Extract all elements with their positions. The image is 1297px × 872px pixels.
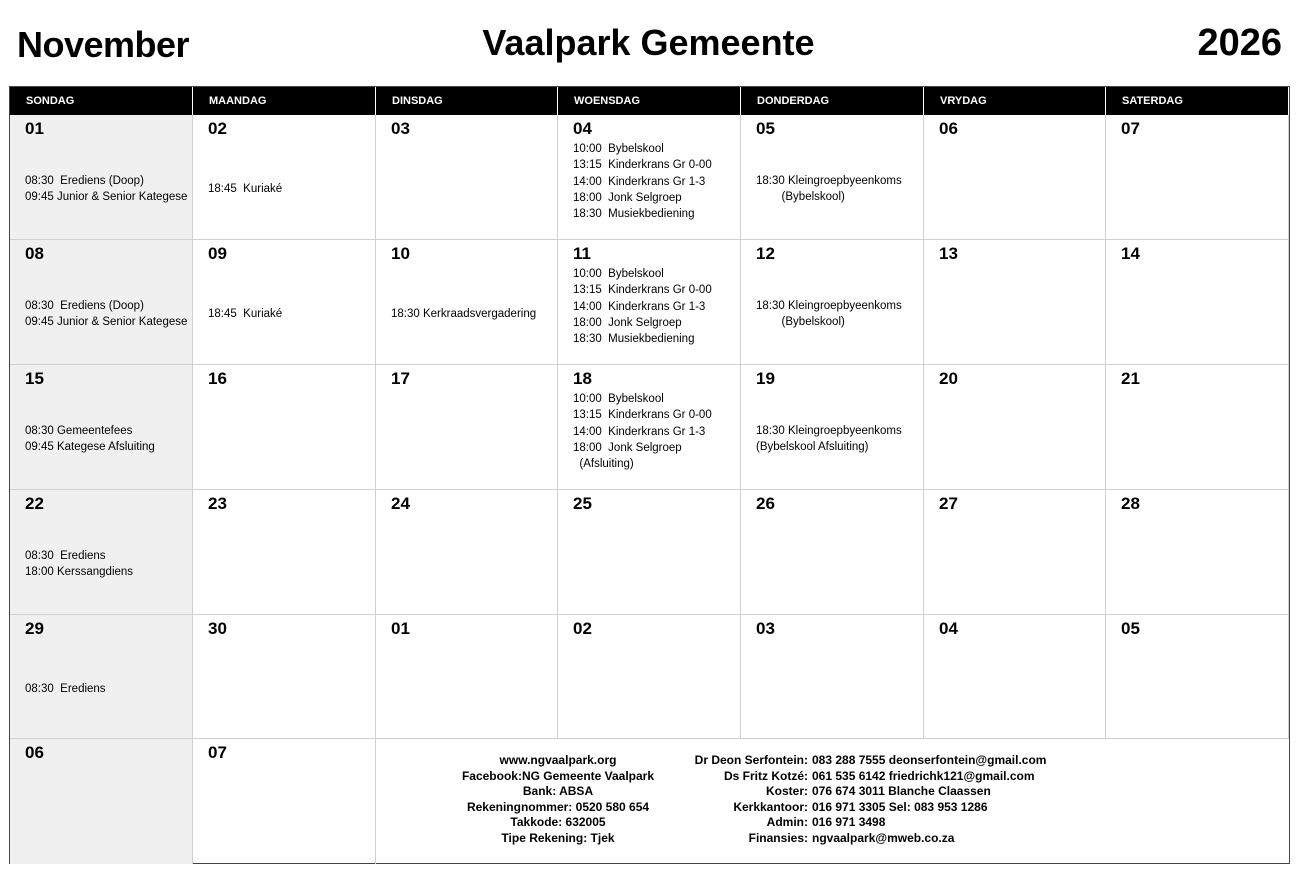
day-header-saterdag: SATERDAG: [1106, 87, 1289, 115]
day-header-sondag: SONDAG: [10, 87, 193, 115]
info-line: Tipe Rekening: Tjek: [501, 830, 615, 845]
event-item: 18:00 Kerssangdiens: [25, 566, 134, 579]
event-item: (Afsluiting): [573, 458, 634, 471]
event-item: 10:00 Bybelskool: [573, 143, 664, 155]
day-cell: [1106, 490, 1289, 615]
contact-label: Koster:: [765, 784, 808, 799]
event-item: 14:00 Kinderkrans Gr 1-3: [573, 175, 706, 188]
day-cell: [10, 739, 193, 864]
day-cell: [10, 240, 193, 365]
day-cell: [376, 615, 558, 739]
day-cell: [10, 615, 193, 739]
day-cell: [924, 365, 1106, 490]
day-cell: [193, 739, 376, 864]
event-item: 18:30 Musiekbediening: [573, 333, 695, 346]
day-number: 11: [573, 244, 591, 263]
day-cell: [558, 115, 741, 240]
contact-label: Dr Deon Serfontein:: [694, 753, 808, 767]
day-number: 05: [756, 119, 775, 138]
day-cell: [193, 115, 376, 240]
event-item: 13:15 Kinderkrans Gr 0-00: [573, 409, 712, 422]
day-number: 17: [391, 369, 410, 388]
day-number: 16: [208, 369, 227, 388]
event-item: 18:30 Kleingroepbyeenkoms: [756, 175, 902, 187]
day-number: 08: [25, 244, 44, 263]
event-item: 10:00 Bybelskool: [573, 268, 664, 280]
day-cell: [558, 490, 741, 615]
day-cell: [924, 115, 1106, 240]
info-line: Rekeningnommer: 0520 580 654: [466, 799, 650, 814]
day-cell: [558, 365, 741, 490]
day-cell: [10, 490, 193, 615]
contact-value: 016 971 3305 Sel: 083 953 1286: [812, 799, 988, 814]
day-number: 28: [1121, 494, 1140, 513]
day-cell: [193, 615, 376, 739]
day-number: 15: [25, 369, 44, 388]
day-number: 03: [391, 119, 410, 138]
day-number: 12: [756, 244, 775, 263]
event-item: 18:30 Kerkraadsvergadering: [391, 308, 537, 320]
day-cell: [741, 615, 924, 739]
event-item: 08:30 Erediens: [25, 683, 106, 695]
day-cell: [741, 365, 924, 490]
day-number: 01: [391, 619, 410, 638]
day-number: 25: [573, 494, 592, 513]
contact-value: ngvaalpark@mweb.co.za: [812, 830, 955, 845]
event-item: 18:30 Musiekbediening: [573, 208, 695, 221]
event-item: 13:15 Kinderkrans Gr 0-00: [573, 284, 712, 297]
event-item: 10:00 Bybelskool: [573, 393, 664, 405]
day-header-maandag: MAANDAG: [193, 87, 376, 115]
day-cell: [10, 365, 193, 490]
day-cell: [924, 240, 1106, 365]
contact-value: 016 971 3498: [812, 815, 886, 830]
day-number: 27: [939, 494, 958, 513]
contact-label: Ds Fritz Kotzé:: [724, 768, 808, 783]
day-cell: [741, 490, 924, 615]
event-item: 18:45 Kuriaké: [208, 308, 283, 320]
page-title: Vaalpark Gemeente: [482, 22, 815, 63]
day-number: 23: [208, 494, 227, 513]
day-cell: [376, 490, 558, 615]
day-number: 20: [939, 369, 958, 388]
info-line: Bank: ABSA: [522, 784, 594, 799]
info-line: Takkode: 632005: [510, 815, 606, 830]
day-cell: [193, 365, 376, 490]
day-header-donderdag: DONDERDAG: [741, 87, 924, 115]
event-item: (Bybelskool): [756, 191, 845, 204]
contact-value: 083 288 7555 deonserfontein@gmail.com: [812, 753, 1047, 767]
day-number: 29: [25, 619, 44, 638]
contact-row: [668, 784, 1046, 800]
day-cell: [376, 365, 558, 490]
day-cell: [376, 115, 558, 240]
day-cell: [558, 240, 741, 365]
day-number: 04: [939, 619, 958, 638]
day-cell: [1106, 115, 1289, 240]
calendar-header: [0, 0, 1297, 86]
day-cell: [924, 490, 1106, 615]
contact-label: Kerkkantoor:: [733, 799, 808, 814]
day-number: 09: [208, 244, 227, 263]
event-item: 08:30 Erediens (Doop): [25, 300, 144, 312]
contact-label: Admin:: [766, 815, 808, 830]
day-number: 02: [573, 619, 592, 638]
event-item: 18:30 Kleingroepbyeenkoms: [756, 300, 902, 312]
event-item: (Bybelskool): [756, 316, 845, 329]
day-header-dinsdag: DINSDAG: [376, 87, 558, 115]
day-number: 24: [391, 494, 410, 513]
event-item: 09:45 Junior & Senior Kategese: [25, 316, 188, 329]
day-cell: [741, 240, 924, 365]
contact-info: [668, 753, 1046, 847]
contact-value: 076 674 3011 Blanche Claassen: [812, 784, 991, 799]
contact-row: [668, 769, 1046, 785]
day-number: 06: [25, 743, 44, 762]
day-number: 10: [391, 244, 410, 263]
month-title: November: [17, 24, 190, 65]
event-item: 09:45 Junior & Senior Kategese: [25, 191, 188, 204]
contact-row: [668, 800, 1046, 816]
day-cell: [1106, 615, 1289, 739]
day-number: 18: [573, 369, 592, 388]
event-item: 18:30 Kleingroepbyeenkoms: [756, 425, 902, 437]
event-item: 09:45 Kategese Afsluiting: [25, 441, 155, 454]
event-item: 18:00 Jonk Selgroep: [573, 191, 682, 204]
day-cell: [193, 240, 376, 365]
day-cell: [558, 615, 741, 739]
event-item: 08:30 Gemeentefees: [25, 425, 133, 437]
day-number: 30: [208, 619, 227, 638]
event-item: 18:45 Kuriaké: [208, 183, 283, 195]
contact-row: [668, 831, 1046, 847]
day-number: 03: [756, 619, 775, 638]
day-cell: [741, 115, 924, 240]
day-number: 06: [939, 119, 958, 138]
year-title: 2026: [1197, 22, 1282, 64]
day-header-vrydag: VRYDAG: [924, 87, 1106, 115]
event-item: 14:00 Kinderkrans Gr 1-3: [573, 425, 706, 438]
day-cell: [193, 490, 376, 615]
day-number: 04: [573, 119, 592, 138]
event-item: 18:00 Jonk Selgroep: [573, 316, 682, 329]
day-number: 05: [1121, 619, 1140, 638]
day-number: 13: [939, 244, 958, 263]
info-line: Facebook:NG Gemeente Vaalpark: [461, 768, 655, 783]
day-number: 22: [25, 494, 44, 513]
day-number: 07: [208, 743, 227, 762]
event-item: (Bybelskool Afsluiting): [756, 441, 869, 454]
day-number: 26: [756, 494, 775, 513]
day-number: 01: [25, 119, 44, 138]
day-cell: [1106, 240, 1289, 365]
day-number: 07: [1121, 119, 1140, 138]
day-number: 19: [756, 369, 775, 388]
event-item: 08:30 Erediens (Doop): [25, 175, 144, 187]
day-cell: [1106, 365, 1289, 490]
info-line: www.ngvaalpark.org: [499, 753, 617, 767]
day-number: 02: [208, 119, 227, 138]
contact-row: [668, 815, 1046, 831]
day-cell: [10, 115, 193, 240]
day-number: 21: [1121, 369, 1140, 388]
day-number: 14: [1121, 244, 1140, 263]
event-item: 08:30 Erediens: [25, 550, 106, 562]
contact-value: 061 535 6142 friedrichk121@gmail.com: [812, 768, 1035, 783]
day-cell: [376, 240, 558, 365]
contact-label: Finansies:: [748, 830, 808, 845]
contact-row: [668, 753, 1046, 769]
day-header-woensdag: WOENSDAG: [558, 87, 741, 115]
event-item: 13:15 Kinderkrans Gr 0-00: [573, 159, 712, 172]
calendar-grid: [9, 86, 1290, 864]
event-item: 18:00 Jonk Selgroep: [573, 441, 682, 454]
day-cell: [924, 615, 1106, 739]
event-item: 14:00 Kinderkrans Gr 1-3: [573, 300, 706, 313]
